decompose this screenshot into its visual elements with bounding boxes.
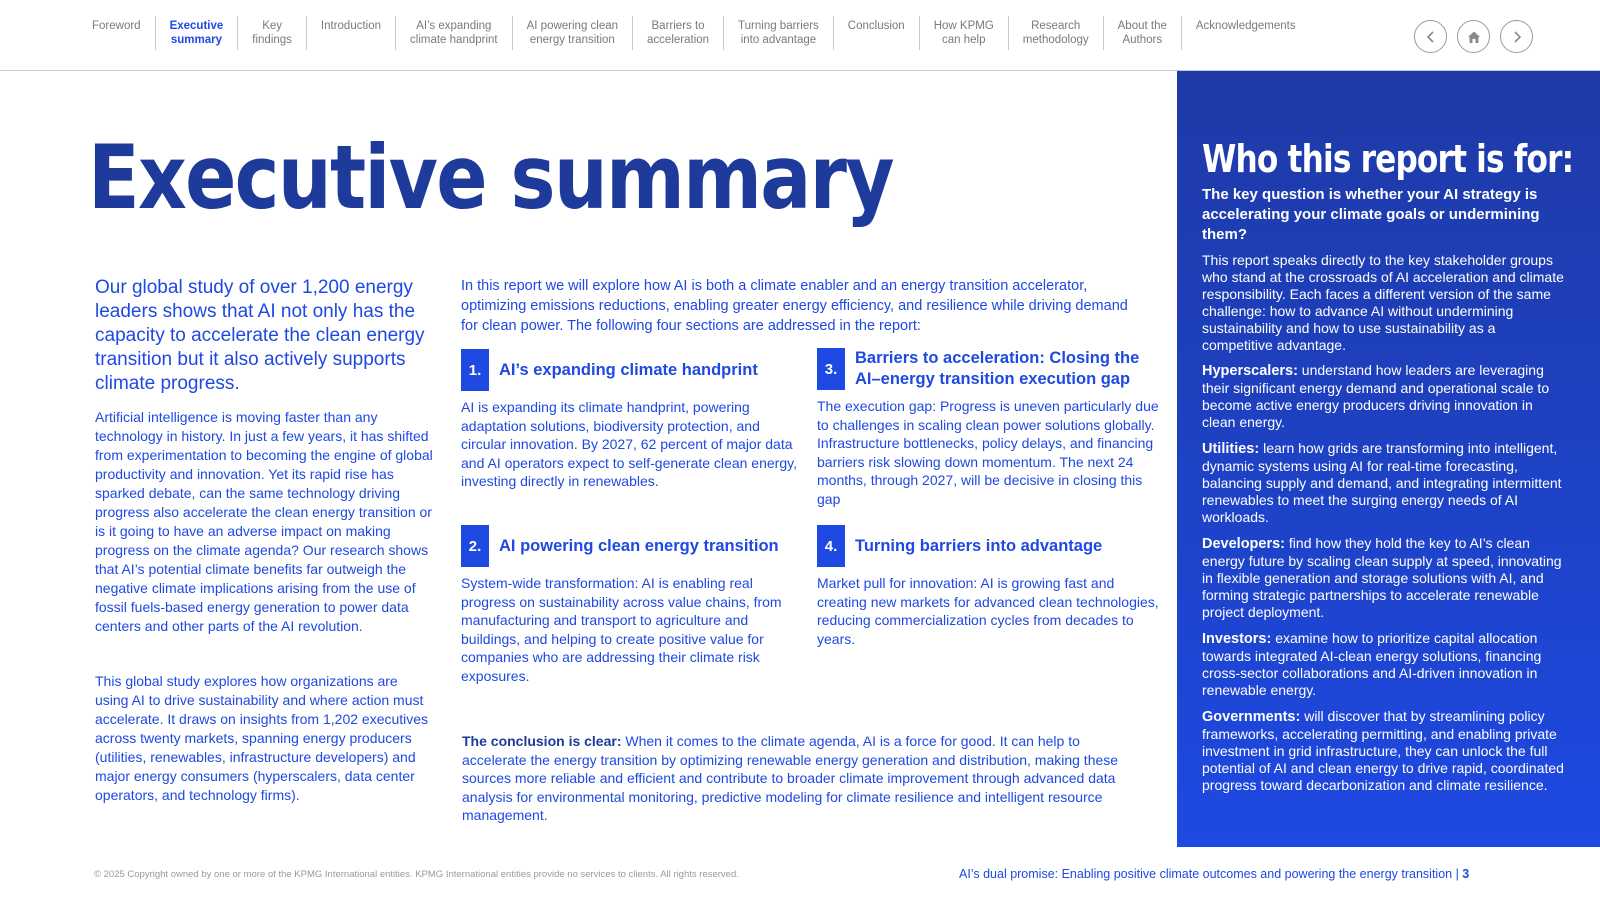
home-button[interactable]: [1457, 20, 1490, 53]
section-title: AI’s expanding climate handprint: [499, 360, 758, 379]
audience-label: Developers:: [1202, 536, 1286, 552]
panel-intro: This report speaks directly to the key stakeholder groups who stand at the crossroads of AI acceleration and climate responsibility. Each faces a different version of the same challenge: how to advance AI without undermining sustainability and how to use sustainability as a competitive advantage.: [1202, 252, 1564, 353]
intro-paragraph-2: This global study explores how organizations are using AI to drive sustainability and where action must accelerate. It draws on insights from 1,202 executives across twenty markets, spanning energy producers (utilities, renewables, infrastructure developers) and major energy consumers (hyperscalers, data center operators, and technology firms).: [95, 673, 429, 803]
audience-hyperscalers: [1202, 362, 1566, 431]
section-body: System-wide transformation: AI is enabling real progress on sustainability across value chains, from manufacturing and transport to agriculture and buildings, and helping to create positive value for companies who are addressing their climate risk exposures.: [461, 575, 782, 684]
section-4-header: [817, 525, 1162, 567]
nav-tab-climate-handprint[interactable]: AI’s expanding climate handprint: [396, 16, 513, 50]
footer-report-title: [959, 867, 1469, 881]
nav-tab-conclusion[interactable]: Conclusion: [834, 16, 920, 50]
section-3-header: [817, 348, 1162, 390]
section-body: The execution gap: Progress is uneven particularly due to challenges in scaling clean power solutions globally. Infrastructure bottlenecks, policy delays, and financing barriers risk slowing down momentum. The next 24 months, through 2027, will be decisive in closing this gap: [817, 398, 1159, 507]
conclusion-paragraph: [462, 732, 1142, 825]
section-2-header: [461, 525, 806, 567]
audience-governments: [1202, 708, 1566, 794]
nav-tab-research-methodology[interactable]: Research methodology: [1009, 16, 1104, 50]
audience-label: Investors:: [1202, 631, 1272, 647]
section-number-badge: 1.: [461, 349, 489, 391]
audience-developers: [1202, 535, 1566, 621]
nav-tab-about-authors[interactable]: About the Authors: [1104, 16, 1182, 50]
conclusion-text: When it comes to the climate agenda, AI is a force for good. It can help to accelerate the energy transition by optimizing renewable energy generation and distribution, making these sources more reliable and efficient and contribute to broader climate improvement through advanced data analysis for environmental monitoring, predictive modeling for climate resilience and intelligent resource management.: [462, 733, 1119, 823]
intro-paragraph-1: Artificial intelligence is moving faster than any technology in history. In just a few years, it has shifted from experimentation to becoming the engine of global productivity and innovation. Yet its rapid rise has sparked debate, can the same technology driving progress also accelerate the clean energy transition or is it going to have an adverse impact on making progress on the climate agenda? Our research shows that AI’s potential climate benefits far outweigh the negative climate implications arising from the use of fossil fuels-based energy generation to power data centers and other parts of the AI revolution.: [95, 409, 433, 634]
top-navigation: [0, 0, 1600, 71]
nav-tab-key-findings[interactable]: Key findings: [238, 16, 307, 50]
nav-buttons: [1414, 20, 1533, 53]
previous-page-button[interactable]: [1414, 20, 1447, 53]
audience-utilities: [1202, 440, 1566, 526]
footer-title-text: AI’s dual promise: Enabling positive climate outcomes and powering the energy transition |: [959, 867, 1463, 881]
panel-question: The key question is whether your AI strategy is accelerating your climate goals or undermining them?: [1202, 186, 1540, 243]
audience-text: understand how leaders are leveraging their significant energy demand and operational scale to become active energy producers driving innovation in clean energy.: [1202, 362, 1550, 430]
audience-text: find how they hold the key to AI’s clean energy future by scaling clean supply at speed, innovating in flexible generation and storage solutions with AI, and forming strategic partnerships to accelerate renewable project deployment.: [1202, 535, 1562, 620]
audience-investors: [1202, 630, 1566, 699]
section-1: [461, 349, 806, 491]
audience-label: Utilities:: [1202, 441, 1260, 457]
nav-tab-foreword[interactable]: Foreword: [78, 16, 156, 50]
section-4: [817, 525, 1162, 648]
audience-text: learn how grids are transforming into intelligent, dynamic systems using AI for real-time forecasting, balancing supply and demand, and integrating intermittent renewables to meet the surging energy needs of AI workloads.: [1202, 440, 1562, 525]
page-title: Executive summary: [88, 126, 893, 229]
conclusion-lead: The conclusion is clear:: [462, 733, 622, 749]
section-title: Turning barriers into advantage: [855, 536, 1103, 555]
copyright-notice: © 2025 Copyright owned by one or more of the KPMG International entities. KPMG International entities provide no services to clients. All rights reserved.: [94, 869, 739, 880]
section-title: Barriers to acceleration: Closing the AI–energy transition execution gap: [855, 349, 1140, 388]
section-number-badge: 2.: [461, 525, 489, 567]
section-3: [817, 348, 1162, 508]
section-body: AI is expanding its climate handprint, powering adaptation solutions, biodiversity protection, and circular innovation. By 2027, 62 percent of major data and AI operators expect to self-generate clean energy, investing directly in renewables.: [461, 399, 797, 489]
lead-statement: Our global study of over 1,200 energy leaders shows that AI not only has the capacity to accelerate the clean energy transition but it also actively supports climate progress.: [95, 277, 425, 394]
nav-tab-executive-summary[interactable]: Executive summary: [156, 16, 239, 50]
page-number: 3: [1462, 867, 1470, 881]
chevron-right-icon: [1509, 29, 1525, 45]
section-1-header: [461, 349, 806, 391]
audience-label: Governments:: [1202, 709, 1301, 725]
nav-tab-clean-energy[interactable]: AI powering clean energy transition: [513, 16, 633, 50]
nav-tab-turning-barriers[interactable]: Turning barriers into advantage: [724, 16, 834, 50]
section-number-badge: 3.: [817, 348, 845, 390]
audience-text: examine how to prioritize capital allocation towards integrated AI-clean energy solutions, financing cross-sector collaborations and AI-driven innovation in renewable energy.: [1202, 630, 1542, 698]
section-title: AI powering clean energy transition: [499, 536, 779, 555]
chevron-left-icon: [1423, 29, 1439, 45]
nav-tab-introduction[interactable]: Introduction: [307, 16, 396, 50]
panel-title: Who this report is for:: [1202, 137, 1574, 181]
home-icon: [1466, 29, 1482, 45]
nav-tab-barriers[interactable]: Barriers to acceleration: [633, 16, 724, 50]
audience-label: Hyperscalers:: [1202, 363, 1298, 379]
section-number-badge: 4.: [817, 525, 845, 567]
nav-tab-how-kpmg-can-help[interactable]: How KPMG can help: [920, 16, 1009, 50]
audience-text: will discover that by streamlining policy frameworks, accelerating permitting, and enabling private investment in grid infrastructure, they can unlock the full potential of AI and clean energy to drive rapid, coordinated progress toward decarbonization and climate resilience.: [1202, 708, 1564, 793]
nav-tabs: [78, 16, 1310, 50]
audience-panel: [1177, 71, 1600, 847]
next-page-button[interactable]: [1500, 20, 1533, 53]
section-2: [461, 525, 806, 685]
nav-tab-acknowledgements[interactable]: Acknowledgements: [1195, 20, 1296, 32]
section-body: Market pull for innovation: AI is growing fast and creating new markets for advanced clean technologies, reducing commercialization cycles from decades to years.: [817, 575, 1159, 647]
sections-intro: In this report we will explore how AI is both a climate enabler and an energy transition accelerator, optimizing emissions reductions, enabling greater energy efficiency, and resilience while driving demand for clean power. The following four sections are addressed in the report:: [461, 278, 1128, 334]
